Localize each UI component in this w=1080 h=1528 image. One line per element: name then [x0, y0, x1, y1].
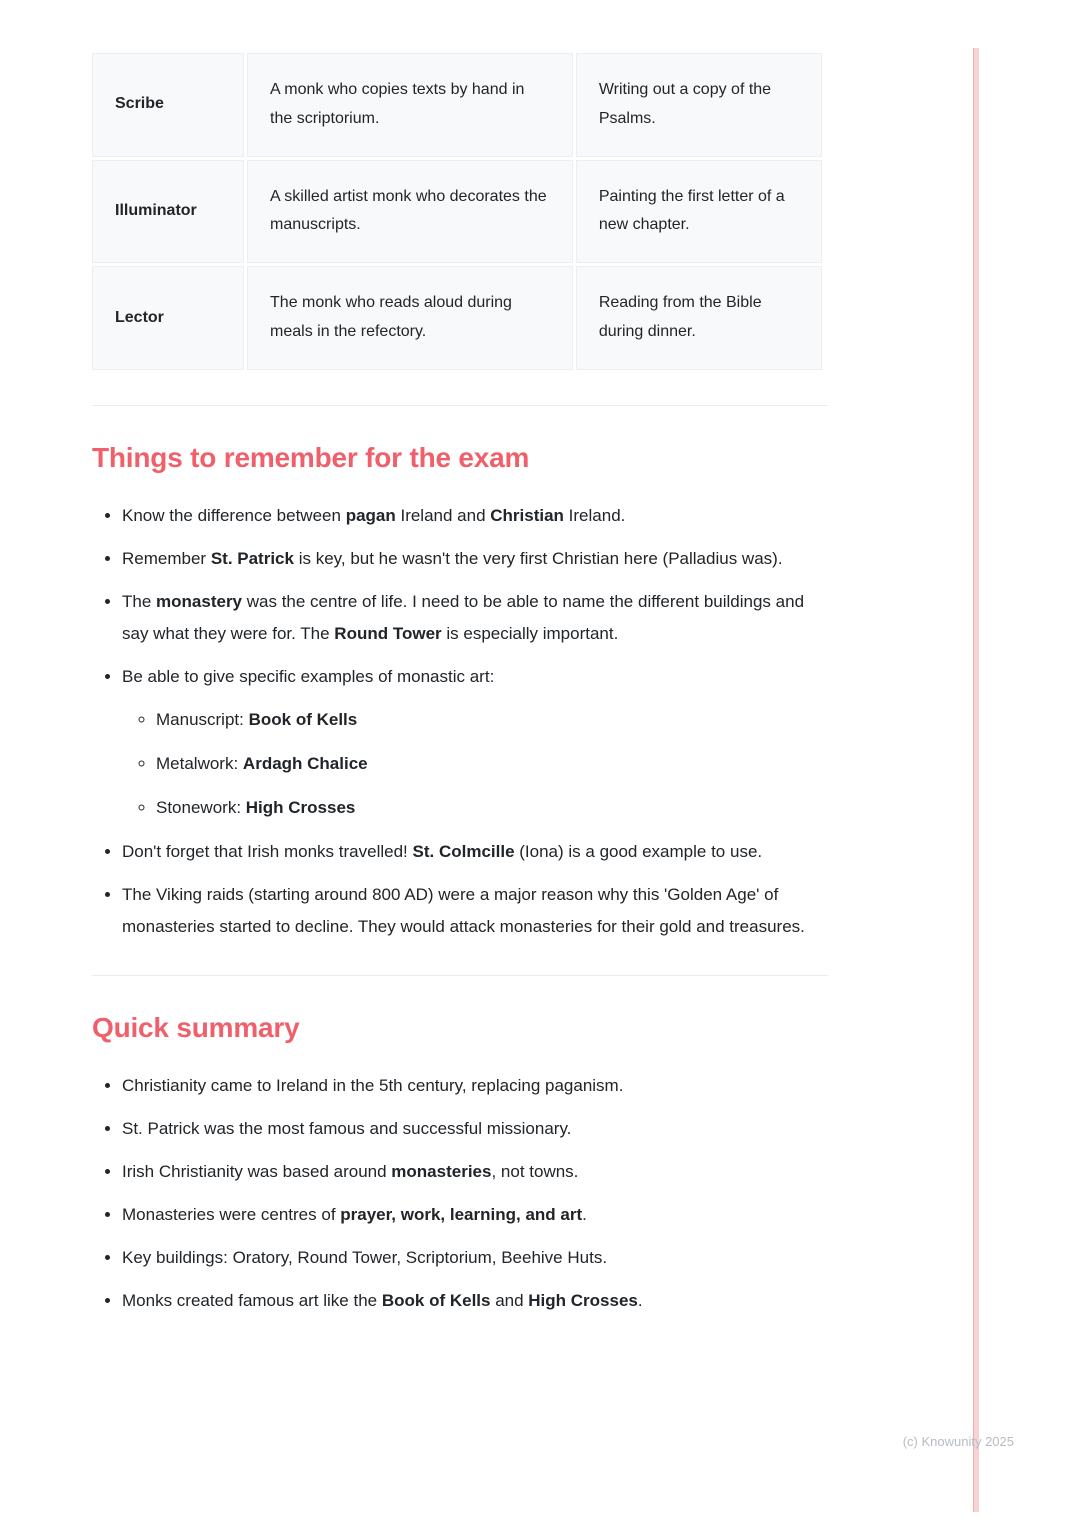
- summary-list: [92, 1070, 828, 1317]
- list-item: • Monks created famous art like the Book of Kells and High Crosses.: [122, 1285, 828, 1317]
- table-row: [92, 266, 822, 370]
- role-example-cell: Writing out a copy of the Psalms.: [576, 53, 822, 157]
- list-item: • Christianity came to Ireland in the 5th century, replacing paganism.: [122, 1070, 828, 1102]
- summary-section-title: Quick summary: [92, 1011, 300, 1043]
- monastery-roles-table: [89, 50, 825, 373]
- section-divider: [92, 975, 828, 976]
- accent-stripe: [973, 48, 979, 1512]
- section-divider: [92, 405, 828, 406]
- list-item: • The monastery was the centre of life. I need to be able to name the different buildings and say what they were for. The Round Tower is especially important.: [122, 586, 828, 650]
- role-example-cell: Painting the first letter of a new chapter.: [576, 160, 822, 264]
- list-item: • Remember St. Patrick is key, but he wasn't the very first Christian here (Palladius was).: [122, 543, 828, 575]
- exam-list: [92, 500, 828, 943]
- role-description-cell: A monk who copies texts by hand in the scriptorium.: [247, 53, 573, 157]
- table-row: [92, 160, 822, 264]
- list-item: • Don't forget that Irish monks travelled! St. Colmcille (Iona) is a good example to use.: [122, 836, 828, 868]
- role-name-cell: Illuminator: [92, 160, 244, 264]
- role-description-cell: The monk who reads aloud during meals in the refectory.: [247, 266, 573, 370]
- list-item: • The Viking raids (starting around 800 AD) were a major reason why this 'Golden Age' of monasteries started to decline. They would attack monasteries for their gold and treasures.: [122, 879, 828, 943]
- role-description-cell: A skilled artist monk who decorates the manuscripts.: [247, 160, 573, 264]
- list-item: • Know the difference between pagan Ireland and Christian Ireland.: [122, 500, 828, 532]
- role-name-cell: Lector: [92, 266, 244, 370]
- sub-list-item: ◦ Manuscript: Book of Kells: [156, 704, 828, 736]
- list-item: • Irish Christianity was based around monasteries, not towns.: [122, 1156, 828, 1188]
- list-item: • Key buildings: Oratory, Round Tower, Scriptorium, Beehive Huts.: [122, 1242, 828, 1274]
- sub-list-item: ◦ Metalwork: Ardagh Chalice: [156, 748, 828, 780]
- list-item: • Be able to give specific examples of monastic art: ◦ Manuscript: Book of Kells ◦ Metalwork: Ardagh Chalice ◦ Stonework: High Crosses: [122, 661, 828, 824]
- role-example-cell: Reading from the Bible during dinner.: [576, 266, 822, 370]
- list-item: • Monasteries were centres of prayer, work, learning, and art.: [122, 1199, 828, 1231]
- sub-list-item: ◦ Stonework: High Crosses: [156, 792, 828, 824]
- list-item: • St. Patrick was the most famous and successful missionary.: [122, 1113, 828, 1145]
- exam-section-title: Things to remember for the exam: [92, 441, 530, 473]
- sub-list: [122, 704, 828, 824]
- role-name-cell: Scribe: [92, 53, 244, 157]
- table-row: [92, 53, 822, 157]
- footer-credit: (c) Knowunity 2025: [902, 1434, 1014, 1449]
- page-content: [92, 50, 828, 1328]
